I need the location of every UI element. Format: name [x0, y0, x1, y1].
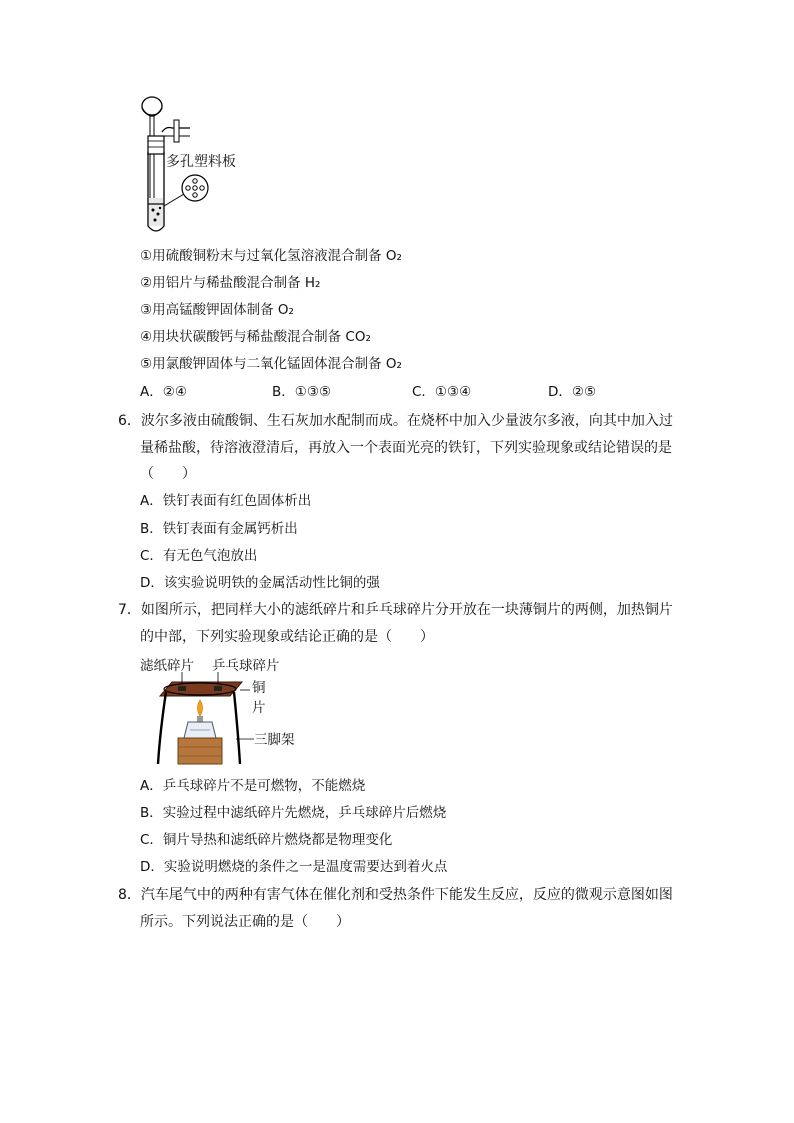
q7-stem-line1: 7．如图所示，把同样大小的滤纸碎片和乒乓球碎片分开放在一块薄铜片的两侧，加热铜片	[118, 602, 673, 618]
q5-item-5: ⑤用氯酸钾固体与二氧化锰固体混合制备 O₂	[140, 356, 402, 372]
q6-stem-line1: 6．波尔多液由硫酸铜、生石灰加水配制而成。在烧杯中加入少量波尔多液，向其中加入过	[118, 413, 673, 429]
q5-option-a[interactable]: A．②④	[140, 384, 187, 400]
copper-label-1: 铜	[252, 680, 266, 696]
copper-label-2: 片	[252, 700, 266, 716]
q6-option-a[interactable]: A．铁钉表面有红色固体析出	[140, 493, 312, 509]
q6-stem-line3: （ ）	[140, 466, 196, 482]
q5-item-1: ①用硫酸铜粉末与过氧化氢溶液混合制备 O₂	[140, 248, 402, 264]
q7-option-a[interactable]: A．乒乓球碎片不是可燃物，不能燃烧	[140, 778, 366, 794]
q8-stem-line1: 8．汽车尾气中的两种有害气体在催化剂和受热条件下能发生反应，反应的微观示意图如图	[118, 887, 673, 903]
porous-plate-label: 多孔塑料板	[166, 154, 236, 170]
q8-stem-line2: 所示。下列说法正确的是（ ）	[140, 914, 350, 930]
q5-option-d[interactable]: D．②⑤	[548, 384, 597, 400]
q5-item-3: ③用高锰酸钾固体制备 O₂	[140, 302, 294, 318]
q7-option-c[interactable]: C．铜片导热和滤纸碎片燃烧都是物理变化	[140, 832, 393, 848]
q6-option-d[interactable]: D．该实验说明铁的金属活动性比铜的强	[140, 575, 380, 591]
pingpong-label: 乒乓球碎片	[212, 658, 280, 674]
q6-stem-line2: 量稀盐酸，待溶液澄清后，再放入一个表面光亮的铁钉，下列实验现象或结论错误的是	[140, 440, 672, 456]
tripod-label: 三脚架	[254, 732, 295, 748]
q5-item-2: ②用铝片与稀盐酸混合制备 H₂	[140, 275, 321, 291]
q6-option-c[interactable]: C．有无色气泡放出	[140, 548, 258, 564]
q7-option-b[interactable]: B．实验过程中滤纸碎片先燃烧，乒乓球碎片后燃烧	[140, 805, 447, 821]
q7-stem-line2: 的中部，下列实验现象或结论正确的是（ ）	[140, 629, 434, 645]
combustion-experiment-figure	[150, 672, 260, 772]
q7-option-d[interactable]: D．实验说明燃烧的条件之一是温度需要达到着火点	[140, 859, 448, 875]
q5-item-4: ④用块状碳酸钙与稀盐酸混合制备 CO₂	[140, 329, 371, 345]
q5-option-c[interactable]: C．①③④	[412, 384, 472, 400]
filter-paper-label: 滤纸碎片	[140, 658, 194, 674]
q5-option-b[interactable]: B．①③⑤	[272, 384, 332, 400]
q6-option-b[interactable]: B．铁钉表面有金属钙析出	[140, 521, 298, 537]
